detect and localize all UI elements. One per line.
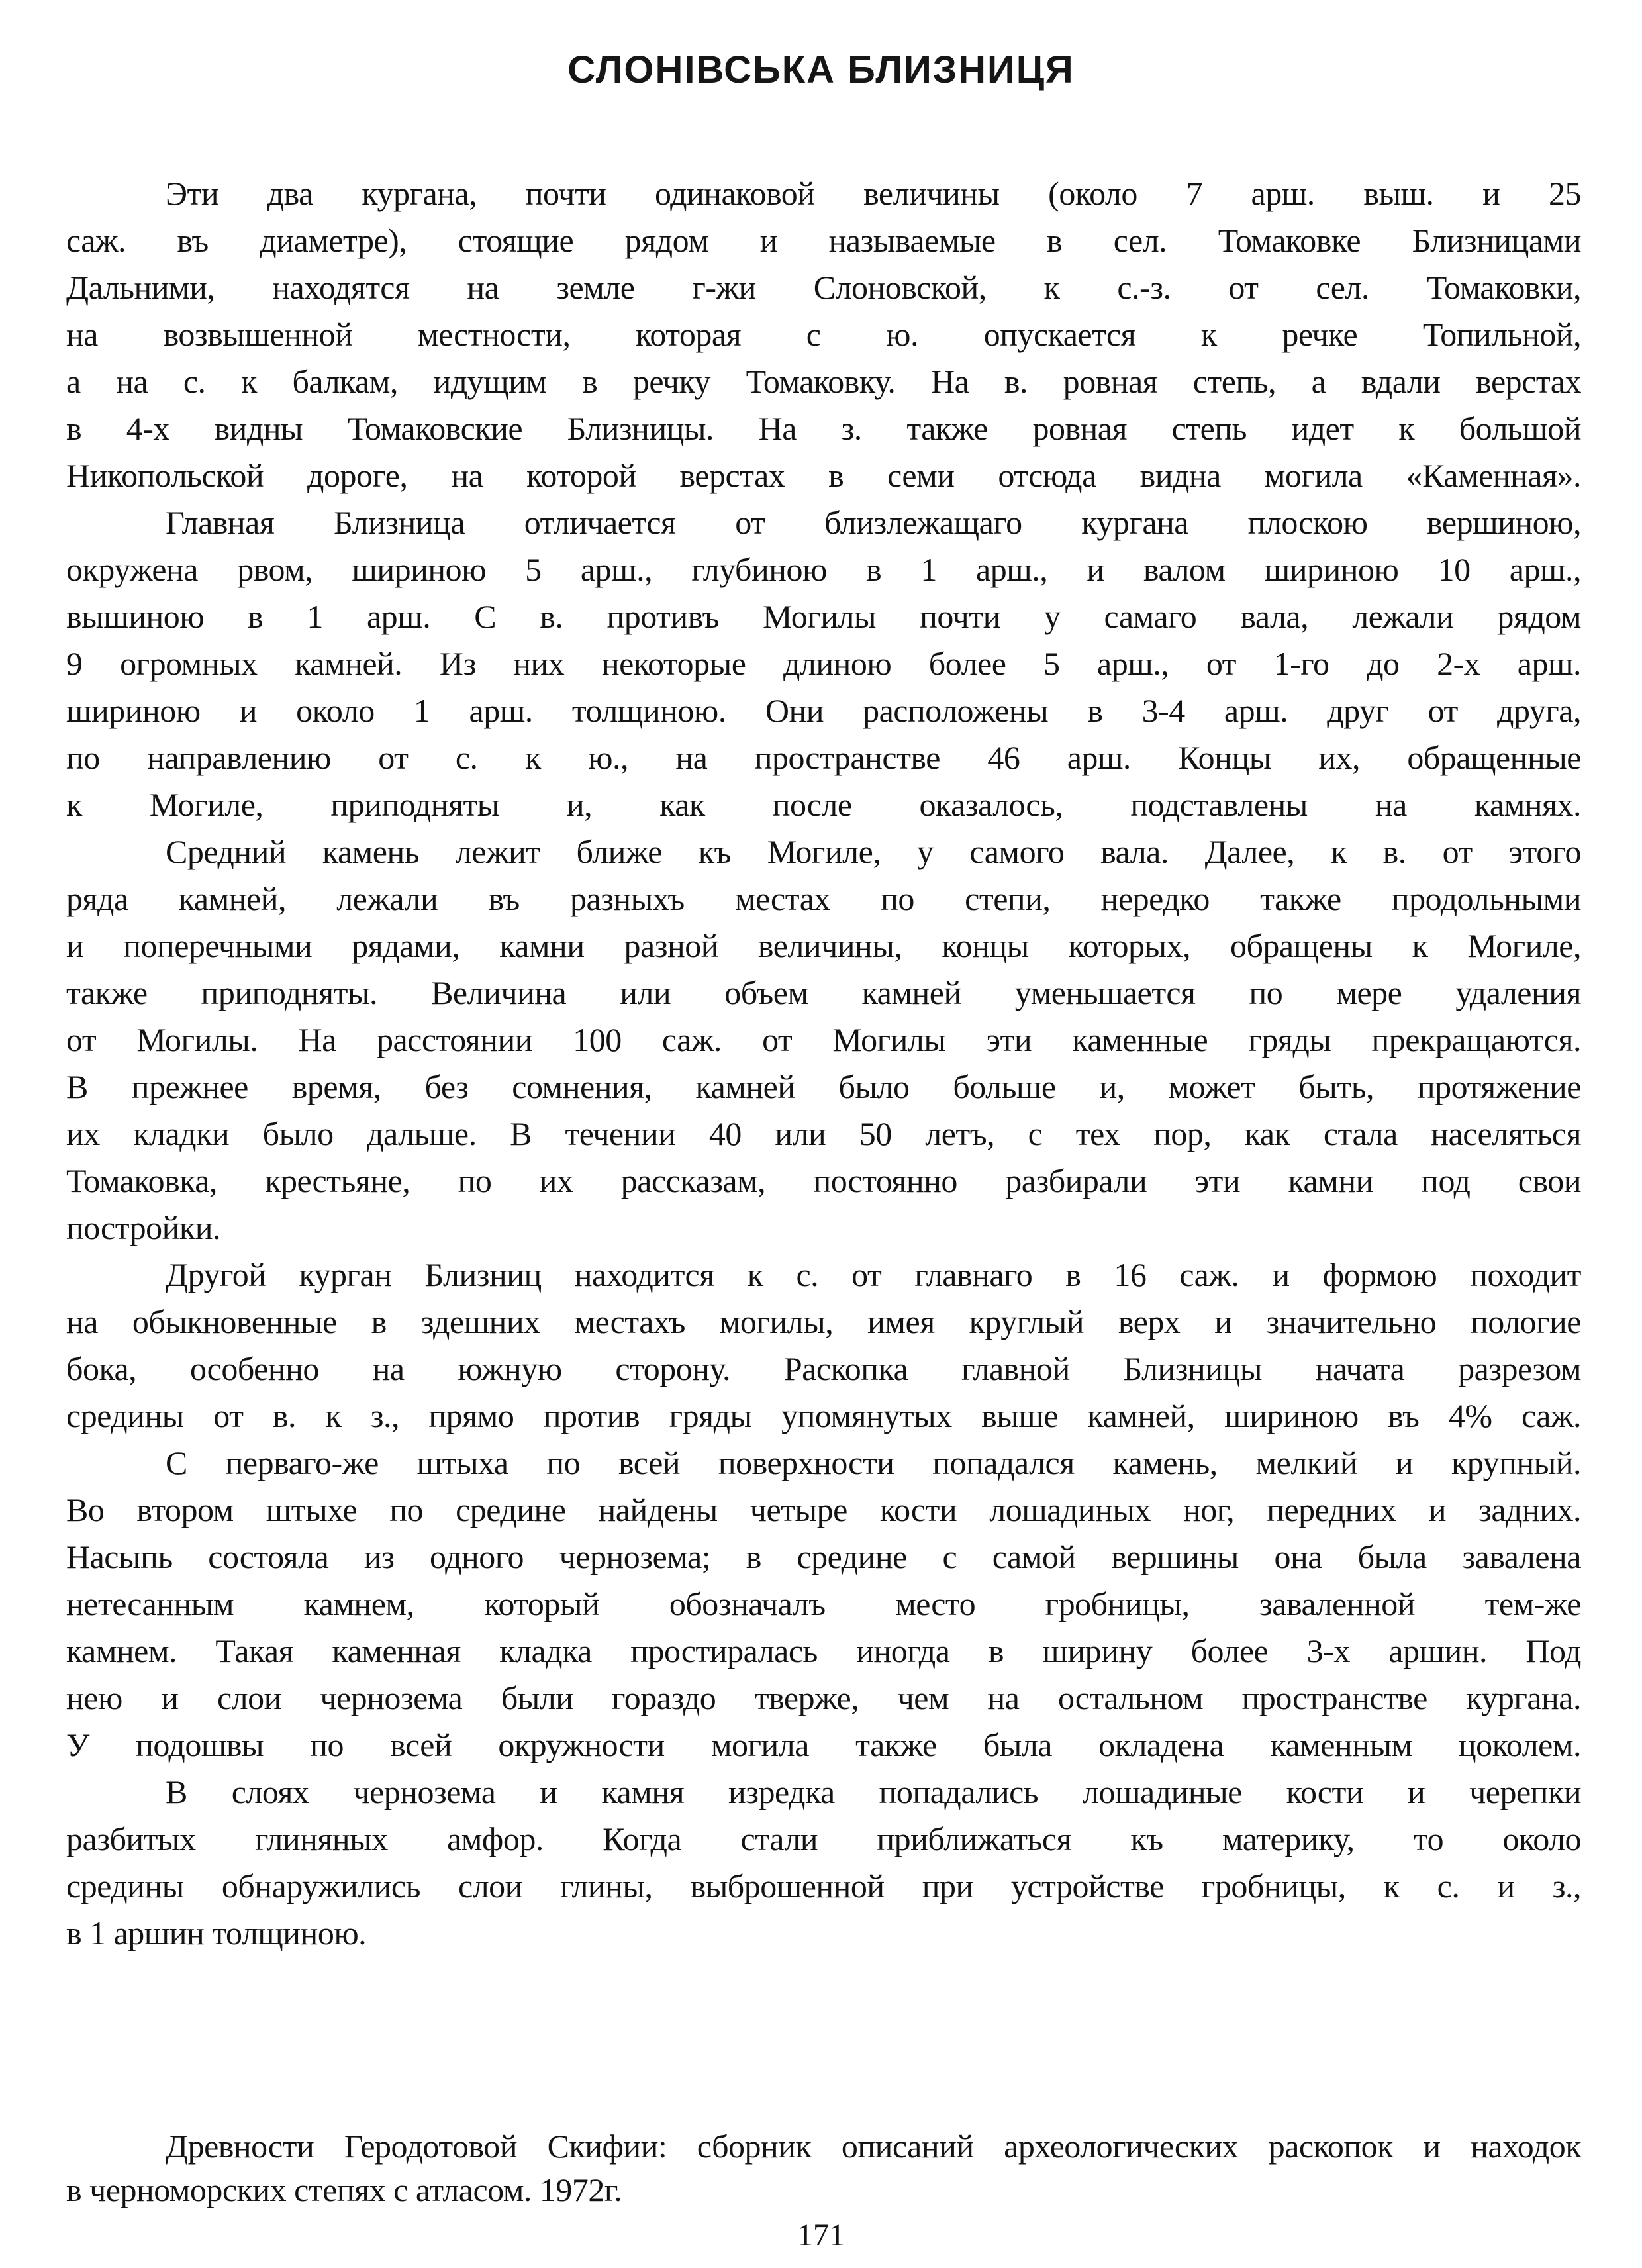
footer-citation [66, 2124, 1581, 2212]
text-line: Во втором штыхе по средине найдены четыре кости лошадиных ног, передних и задних. [66, 1491, 1581, 1528]
citation-line: Древности Геродотовой Скифии: сборник описаний археологических раскопок и находок [166, 2128, 1581, 2165]
text-line: В слоях чернозема и камня изредка попадались лошадиные кости и черепки [166, 1773, 1581, 1810]
text-line: к Могиле, приподняты и, как после оказалось, подставлены на камнях. [66, 786, 1581, 823]
text-line: Дальними, находятся на земле г-жи Слоновской, к с.-з. от сел. Томаковки, [66, 269, 1581, 306]
text-line: У подошвы по всей окружности могила также была окладена каменным цоколем. [66, 1726, 1581, 1763]
text-line: средины от в. к з., прямо против гряды упомянутых выше камней, шириною въ 4% саж. [66, 1397, 1581, 1434]
text-line: по направлению от с. к ю., на пространстве 46 арш. Концы их, обращенные [66, 739, 1581, 776]
page-number: 171 [797, 2218, 845, 2253]
text-line: на возвышенной местности, которая с ю. опускается к речке Топильной, [66, 316, 1581, 353]
text-line: нею и слои чернозема были гораздо тверже, чем на остальном пространстве кургана. [66, 1679, 1581, 1716]
text-line: 9 огромных камней. Из них некоторые длиною более 5 арш., от 1-го до 2-х арш. [66, 645, 1581, 682]
text-line: Насыпь состояла из одного чернозема; в средине с самой вершины она была завалена [66, 1538, 1581, 1575]
text-line: средины обнаружились слои глины, выброшенной при устройстве гробницы, к с. и з., [66, 1867, 1581, 1904]
text-line: С перваго-же штыха по всей поверхности попадался камень, мелкий и крупный. [166, 1444, 1581, 1481]
text-line: камнем. Такая каменная кладка простиралась иногда в ширину более 3-х аршин. Под [66, 1632, 1581, 1669]
text-line: вышиною в 1 арш. С в. противъ Могилы почти у самаго вала, лежали рядом [66, 598, 1581, 635]
text-line: их кладки было дальше. В течении 40 или 50 летъ, с тех пор, как стала населяться [66, 1115, 1581, 1152]
text-line: в 1 аршин толщиною. [66, 1914, 367, 1951]
text-line: также приподняты. Величина или объем камней уменьшается по мере удаления [66, 974, 1581, 1011]
text-line: Другой курган Близниц находится к с. от главнаго в 16 саж. и формою походит [166, 1256, 1581, 1293]
text-line: В прежнее время, без сомнения, камней было больше и, может быть, протяжение [66, 1068, 1581, 1105]
text-line: Эти два кургана, почти одинаковой величины (около 7 арш. выш. и 25 [166, 175, 1581, 212]
text-line: а на с. к балкам, идущим в речку Томаковку. На в. ровная степь, а вдали верстах [66, 363, 1581, 400]
text-line: от Могилы. На расстоянии 100 саж. от Могилы эти каменные гряды прекращаются. [66, 1021, 1581, 1058]
text-line: бока, особенно на южную сторону. Раскопка главной Близницы начата разрезом [66, 1350, 1581, 1387]
text-line: разбитых глиняных амфор. Когда стали приближаться къ материку, то около [66, 1820, 1581, 1857]
text-line: ряда камней, лежали въ разныхъ местах по степи, нередко также продольными [66, 880, 1581, 917]
text-line: Главная Близница отличается от близлежащаго кургана плоскою вершиною, [166, 504, 1581, 541]
text-line: на обыкновенные в здешних местахъ могилы, имея круглый верх и значительно пологие [66, 1303, 1581, 1340]
text-line: нетесанным камнем, который обозначалъ место гробницы, заваленной тем-же [66, 1585, 1581, 1622]
citation-line: в черноморских степях с атласом. 1972г. [66, 2171, 622, 2208]
page-title: СЛОНІВСЬКА БЛИЗНИЦЯ [567, 48, 1075, 91]
text-line: Никопольской дороге, на которой верстах в семи отсюда видна могила «Каменная». [66, 457, 1581, 494]
text-line: Средний камень лежит ближе къ Могиле, у самого вала. Далее, к в. от этого [166, 833, 1581, 870]
text-line: и поперечными рядами, камни разной величины, концы которых, обращены к Могиле, [66, 927, 1581, 964]
text-line: Томаковка, крестьяне, по их рассказам, постоянно разбирали эти камни под свои [66, 1162, 1581, 1199]
text-line: шириною и около 1 арш. толщиною. Они расположены в 3-4 арш. друг от друга, [66, 692, 1581, 729]
text-line: постройки. [66, 1209, 220, 1246]
text-line: окружена рвом, шириною 5 арш., глубиною в 1 арш., и валом шириною 10 арш., [66, 551, 1581, 588]
text-line: в 4-х видны Томаковские Близницы. На з. также ровная степь идет к большой [66, 410, 1581, 447]
text-line: саж. въ диаметре), стоящие рядом и называемые в сел. Томаковке Близницами [66, 222, 1581, 259]
body-text [66, 170, 1581, 1957]
